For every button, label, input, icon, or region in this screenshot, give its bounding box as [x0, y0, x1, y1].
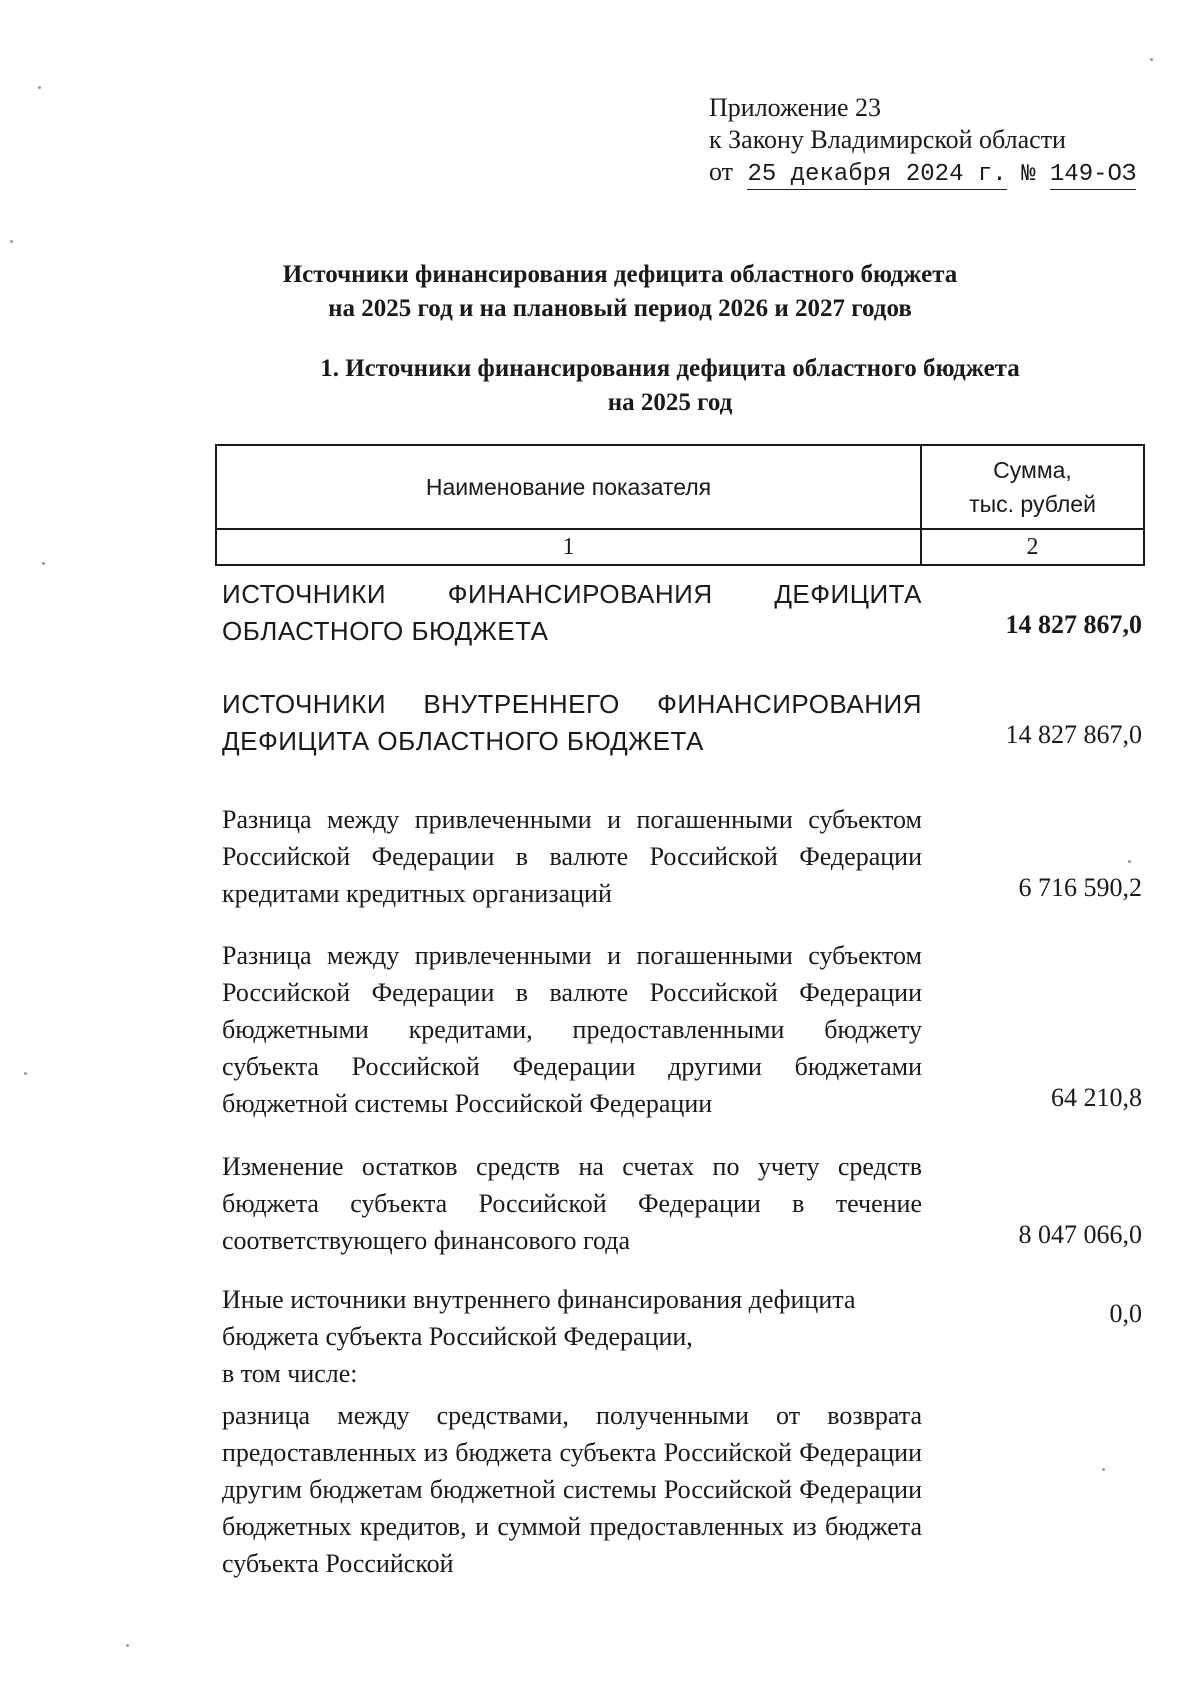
table-column-numbers-row — [217, 530, 1143, 566]
date-prefix: от — [709, 157, 734, 186]
title-line-2: на 2025 год и на плановый период 2026 и 2027 годов — [328, 295, 912, 322]
row-amount: 0,0 — [1109, 1299, 1142, 1328]
column-header-name: Наименование показателя — [217, 446, 922, 528]
number-value: 149-ОЗ — [1049, 161, 1137, 188]
scan-speck — [1150, 58, 1153, 61]
column-header-amount-line-2: тыс. рублей — [969, 491, 1096, 517]
row-amount: 64 210,8 — [1051, 1083, 1142, 1112]
section-title — [200, 352, 1140, 420]
row-label: Разница между привлеченными и погашенными субъектом Российской Федерации в валюте Российской Федерации кредитами кредитных организаций — [222, 805, 922, 908]
column-header-amount-line-1: Сумма, — [993, 457, 1072, 483]
section-line-2: на 2025 год — [607, 389, 733, 416]
scan-speck — [1102, 1468, 1105, 1471]
row-label: разница между средствами, полученными от возврата предоставленных из бюджета субъекта Российской Федерации другим бюджетам бюджетной системы Российской Федерации бюджетных кредитов, и суммой предоставленных из бюджета субъекта Российской — [222, 1401, 922, 1578]
column-number-2: 2 — [1026, 534, 1039, 560]
appendix-header — [709, 92, 1136, 191]
appendix-line-2: к Закону Владимирской области — [709, 125, 1066, 154]
section-line-1: 1. Источники финансирования дефицита областного бюджета — [320, 355, 1020, 382]
document-title — [200, 258, 1040, 326]
table-header — [215, 444, 1145, 566]
row-label-line-2: бюджета субъекта Российской Федерации, — [222, 1322, 693, 1351]
scan-speck — [38, 86, 41, 89]
row-label: ИСТОЧНИКИ ВНУТРЕННЕГО ФИНАНСИРОВАНИЯ ДЕФИЦИТА ОБЛАСТНОГО БЮДЖЕТА — [222, 689, 922, 756]
title-line-1: Источники финансирования дефицита областного бюджета — [282, 261, 958, 288]
scan-speck — [42, 562, 45, 565]
row-label: Разница между привлеченными и погашенными субъектом Российской Федерации в валюте Российской Федерации бюджетными кредитами, предоставленными бюджету субъекта Российской Федерации другими бюджетами бюджетной системы Российской Федерации — [222, 941, 922, 1118]
appendix-date-line — [709, 156, 1136, 191]
scan-speck — [24, 1072, 27, 1075]
scan-speck — [126, 1644, 129, 1647]
row-amount: 8 047 066,0 — [1018, 1220, 1142, 1249]
column-header-amount — [922, 446, 1143, 528]
column-number-1: 1 — [217, 530, 922, 564]
row-label: Изменение остатков средств на счетах по учету средств бюджета субъекта Российской Федерации в течение соответствующего финансового года — [222, 1152, 922, 1255]
number-sign: № — [1021, 161, 1036, 188]
scan-speck — [10, 240, 13, 243]
appendix-line-1: Приложение 23 — [709, 93, 882, 122]
scan-speck — [1128, 860, 1131, 863]
row-label-line-3: в том числе: — [222, 1359, 358, 1388]
row-amount: 6 716 590,2 — [1018, 873, 1142, 902]
table-header-row — [217, 446, 1143, 530]
row-label-line-1: Иные источники внутреннего финансирования дефицита — [222, 1285, 856, 1314]
date-value: 25 декабря 2024 г. — [747, 161, 1007, 188]
row-amount: 14 827 867,0 — [1005, 610, 1142, 639]
row-label: ИСТОЧНИКИ ФИНАНСИРОВАНИЯ ДЕФИЦИТА ОБЛАСТНОГО БЮДЖЕТА — [222, 579, 922, 646]
row-amount: 14 827 867,0 — [1005, 720, 1142, 749]
row-label — [222, 1281, 922, 1392]
